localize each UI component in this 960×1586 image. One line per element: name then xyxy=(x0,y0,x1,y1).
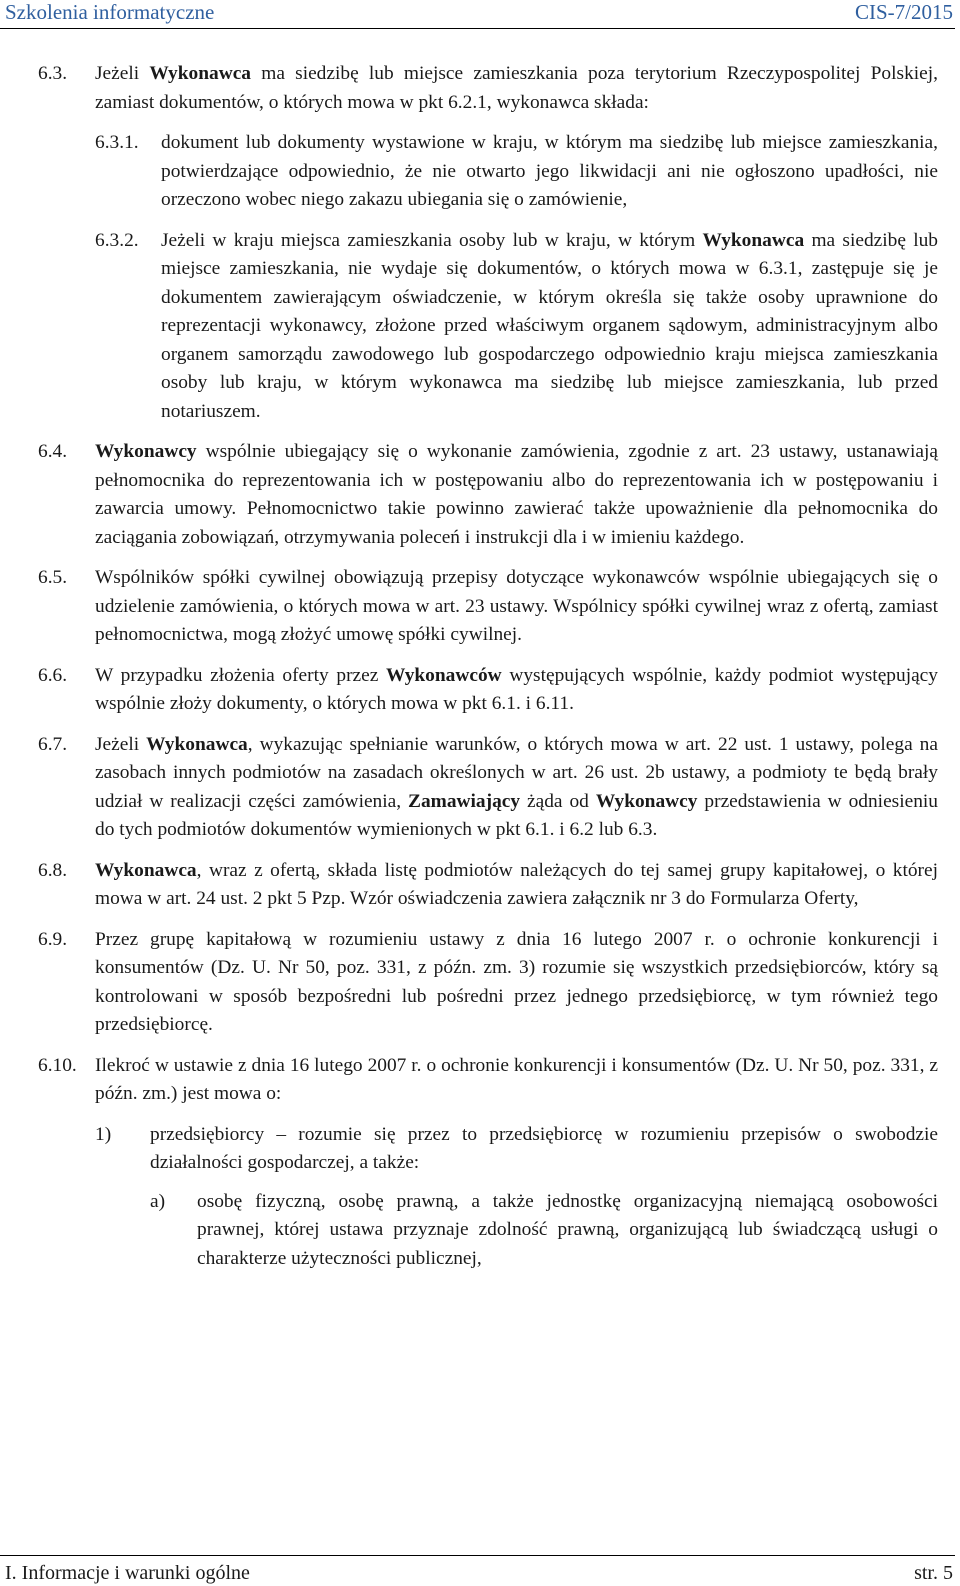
section-text xyxy=(95,860,938,910)
list-text xyxy=(150,1124,938,1174)
section-number: 6.8. xyxy=(38,859,68,881)
text-run: W przypadku złożenia oferty przez xyxy=(95,664,387,686)
text-run: ma siedzibę lub miejsce zamieszkania, nie wydaje się dokumentów, o których mowa w 6.3.1, zastępuje się je dokumentem zawierającym oświadczenie, w którym określa się także osoby uprawnione do reprezentacji wykonawcy, złożone przed właściwym organem sądowym, administracyjnym albo organem samorządu zawodowego lub gospodarczego odpowiednio kraju miejsca zamieszkania osoby lub kraju, w którym wykonawca ma siedzibę lub miejsce zamieszkania, lub przed notariuszem. xyxy=(161,229,939,422)
section-text xyxy=(95,929,938,1036)
text-run: Ilekroć w ustawie z dnia 16 lutego 2007 r. o ochronie konkurencji i konsumentów (Dz. U. Nr 50, poz. 331, z późn. zm.) jest mowa o: xyxy=(95,1054,938,1104)
section-6-10 xyxy=(38,1052,938,1109)
text-run: przedsiębiorcy – rozumie się przez to przedsiębiorcę w rozumieniu przepisów o swobodzie działalności gospodarczej, a także: xyxy=(150,1123,938,1173)
section-text xyxy=(95,227,938,427)
section-6-3-2 xyxy=(38,227,938,427)
section-number: 6.4. xyxy=(38,441,68,462)
section-6-8 xyxy=(38,857,938,914)
text-run: Jeżeli xyxy=(95,63,150,84)
bold-term: Zamawiający xyxy=(408,790,521,812)
section-6-5 xyxy=(38,564,938,650)
section-text xyxy=(95,1055,938,1105)
bold-term: Wykonawcy xyxy=(595,790,698,812)
text-run: dokument lub dokumenty wystawione w kraju, w którym ma siedzibę lub miejsce zamieszkania, potwierdzające odpowiednio, że nie otwarto jego likwidacji ani nie ogłoszono upadłości, nie orzeczono wobec niego zakazu ubiegania się o zamówienie, xyxy=(161,132,938,210)
text-run: występujących wspólnie, każdy podmiot występujący wspólnie złoży dokumenty, o których mowa w pkt 6.1. i 6.11. xyxy=(95,664,938,714)
footer-chapter: I. Informacje i warunki ogólne xyxy=(5,1562,250,1584)
section-number: 6.7. xyxy=(38,733,68,755)
section-number: 6.5. xyxy=(38,567,68,588)
section-number: 6.3.1. xyxy=(95,132,139,153)
text-run: Jeżeli w kraju miejsca zamieszkania osoby lub w kraju, w którym xyxy=(161,229,703,251)
list-number: 1) xyxy=(95,1123,112,1145)
list-text xyxy=(197,1191,938,1269)
section-text xyxy=(95,63,938,113)
list-letter: a) xyxy=(150,1190,166,1212)
section-6-3-1 xyxy=(38,129,938,215)
bold-term: Wykonawcy xyxy=(95,441,197,462)
section-6-7 xyxy=(38,731,938,845)
section-number: 6.3. xyxy=(38,63,68,84)
section-6-9 xyxy=(38,926,938,1040)
bold-term: Wykonawca xyxy=(146,733,248,755)
section-text xyxy=(95,129,938,215)
section-number: 6.3.2. xyxy=(95,229,139,251)
section-number: 6.10. xyxy=(38,1054,77,1076)
section-text xyxy=(95,734,938,841)
section-6-3 xyxy=(38,60,938,117)
page-header xyxy=(0,0,955,29)
bold-term: Wykonawca xyxy=(149,63,252,84)
text-run: Przez grupę kapitałową w rozumieniu ustawy z dnia 16 lutego 2007 r. o ochronie konkurencji i konsumentów (Dz. U. Nr 50, poz. 331, z późn. zm. 3) rozumie się wszystkich przedsiębiorców, który są kontrolowani w sposób bezpośredni lub pośredni przez jednego przedsiębiorcę, w tym również tego przedsiębiorcę. xyxy=(95,928,938,1035)
list-item-1 xyxy=(95,1121,938,1178)
document-body xyxy=(38,60,938,1273)
section-number: 6.6. xyxy=(38,664,68,686)
text-run: wspólnie ubiegający się o wykonanie zamówienia, zgodnie z art. 23 ustawy, ustanawiają pełnomocnika do reprezentowania ich w postępowaniu albo do reprezentowania ich w postępowaniu i zawarcia umowy. Pełnomocnictwo takie powinno zawierać także upoważnienie dla pełnomocnika do zaciągania zobowiązań, otrzymywania poleceń i instrukcji dla i w imieniu każdego. xyxy=(95,441,938,548)
section-text xyxy=(95,665,938,715)
bold-term: Wykonawca xyxy=(702,229,805,251)
text-run: przedstawienia w odniesieniu do tych podmiotów dokumentów wymienionych w pkt 6.1. i 6.2 lub 6.3. xyxy=(95,790,938,840)
section-6-4 xyxy=(38,438,938,552)
bold-term: Wykonawców xyxy=(386,664,502,686)
text-run: , wraz z ofertą, składa listę podmiotów należących do tej samej grupy kapitałowej, o której mowa w art. 24 ust. 2 pkt 5 Pzp. Wzór oświadczenia zawiera załącznik nr 3 do Formularza Oferty, xyxy=(95,859,938,909)
text-run: osobę fizyczną, osobę prawną, a także jednostkę organizacyjną niemającą osobowości prawnej, której ustawa przyznaje zdolność prawną, organizującą lub świadczącą usługi o charakterze użyteczności publicznej, xyxy=(197,1190,938,1269)
section-number: 6.9. xyxy=(38,928,68,950)
list-item-a xyxy=(150,1188,938,1274)
text-run: żąda od xyxy=(520,790,596,812)
text-run: Jeżeli xyxy=(95,733,147,755)
text-run: , wykazując spełnianie warunków, o których mowa w art. 22 ust. 1 ustawy, polega na zasobach innych podmiotów na zasadach określonych w art. 26 ust. 2b ustawy, a podmioty te będą brały udział w realizacji części zamówienia, xyxy=(95,733,938,812)
bold-term: Wykonawca xyxy=(95,859,197,881)
footer-page-number: str. 5 xyxy=(914,1562,953,1584)
header-title: Szkolenia informatyczne xyxy=(5,0,215,24)
section-text xyxy=(95,567,938,645)
text-run: Wspólników spółki cywilnej obowiązują przepisy dotyczące wykonawców wspólnie ubiegających się o udzielenie zamówienia, o których mowa w art. 23 ustawy. Wspólnicy spółki cywilnej wraz z ofertą, zamiast pełnomocnictwa, mogą złożyć umowę spółki cywilnej. xyxy=(95,567,938,645)
page-footer xyxy=(0,1555,955,1586)
text-run: ma siedzibę lub miejsce zamieszkania poza terytorium Rzeczypospolitej Polskiej, zamiast dokumentów, o których mowa w pkt 6.2.1, wykonawca składa: xyxy=(95,63,938,113)
header-doc-code: CIS-7/2015 xyxy=(854,0,953,24)
section-6-6 xyxy=(38,662,938,719)
section-text xyxy=(95,441,938,548)
